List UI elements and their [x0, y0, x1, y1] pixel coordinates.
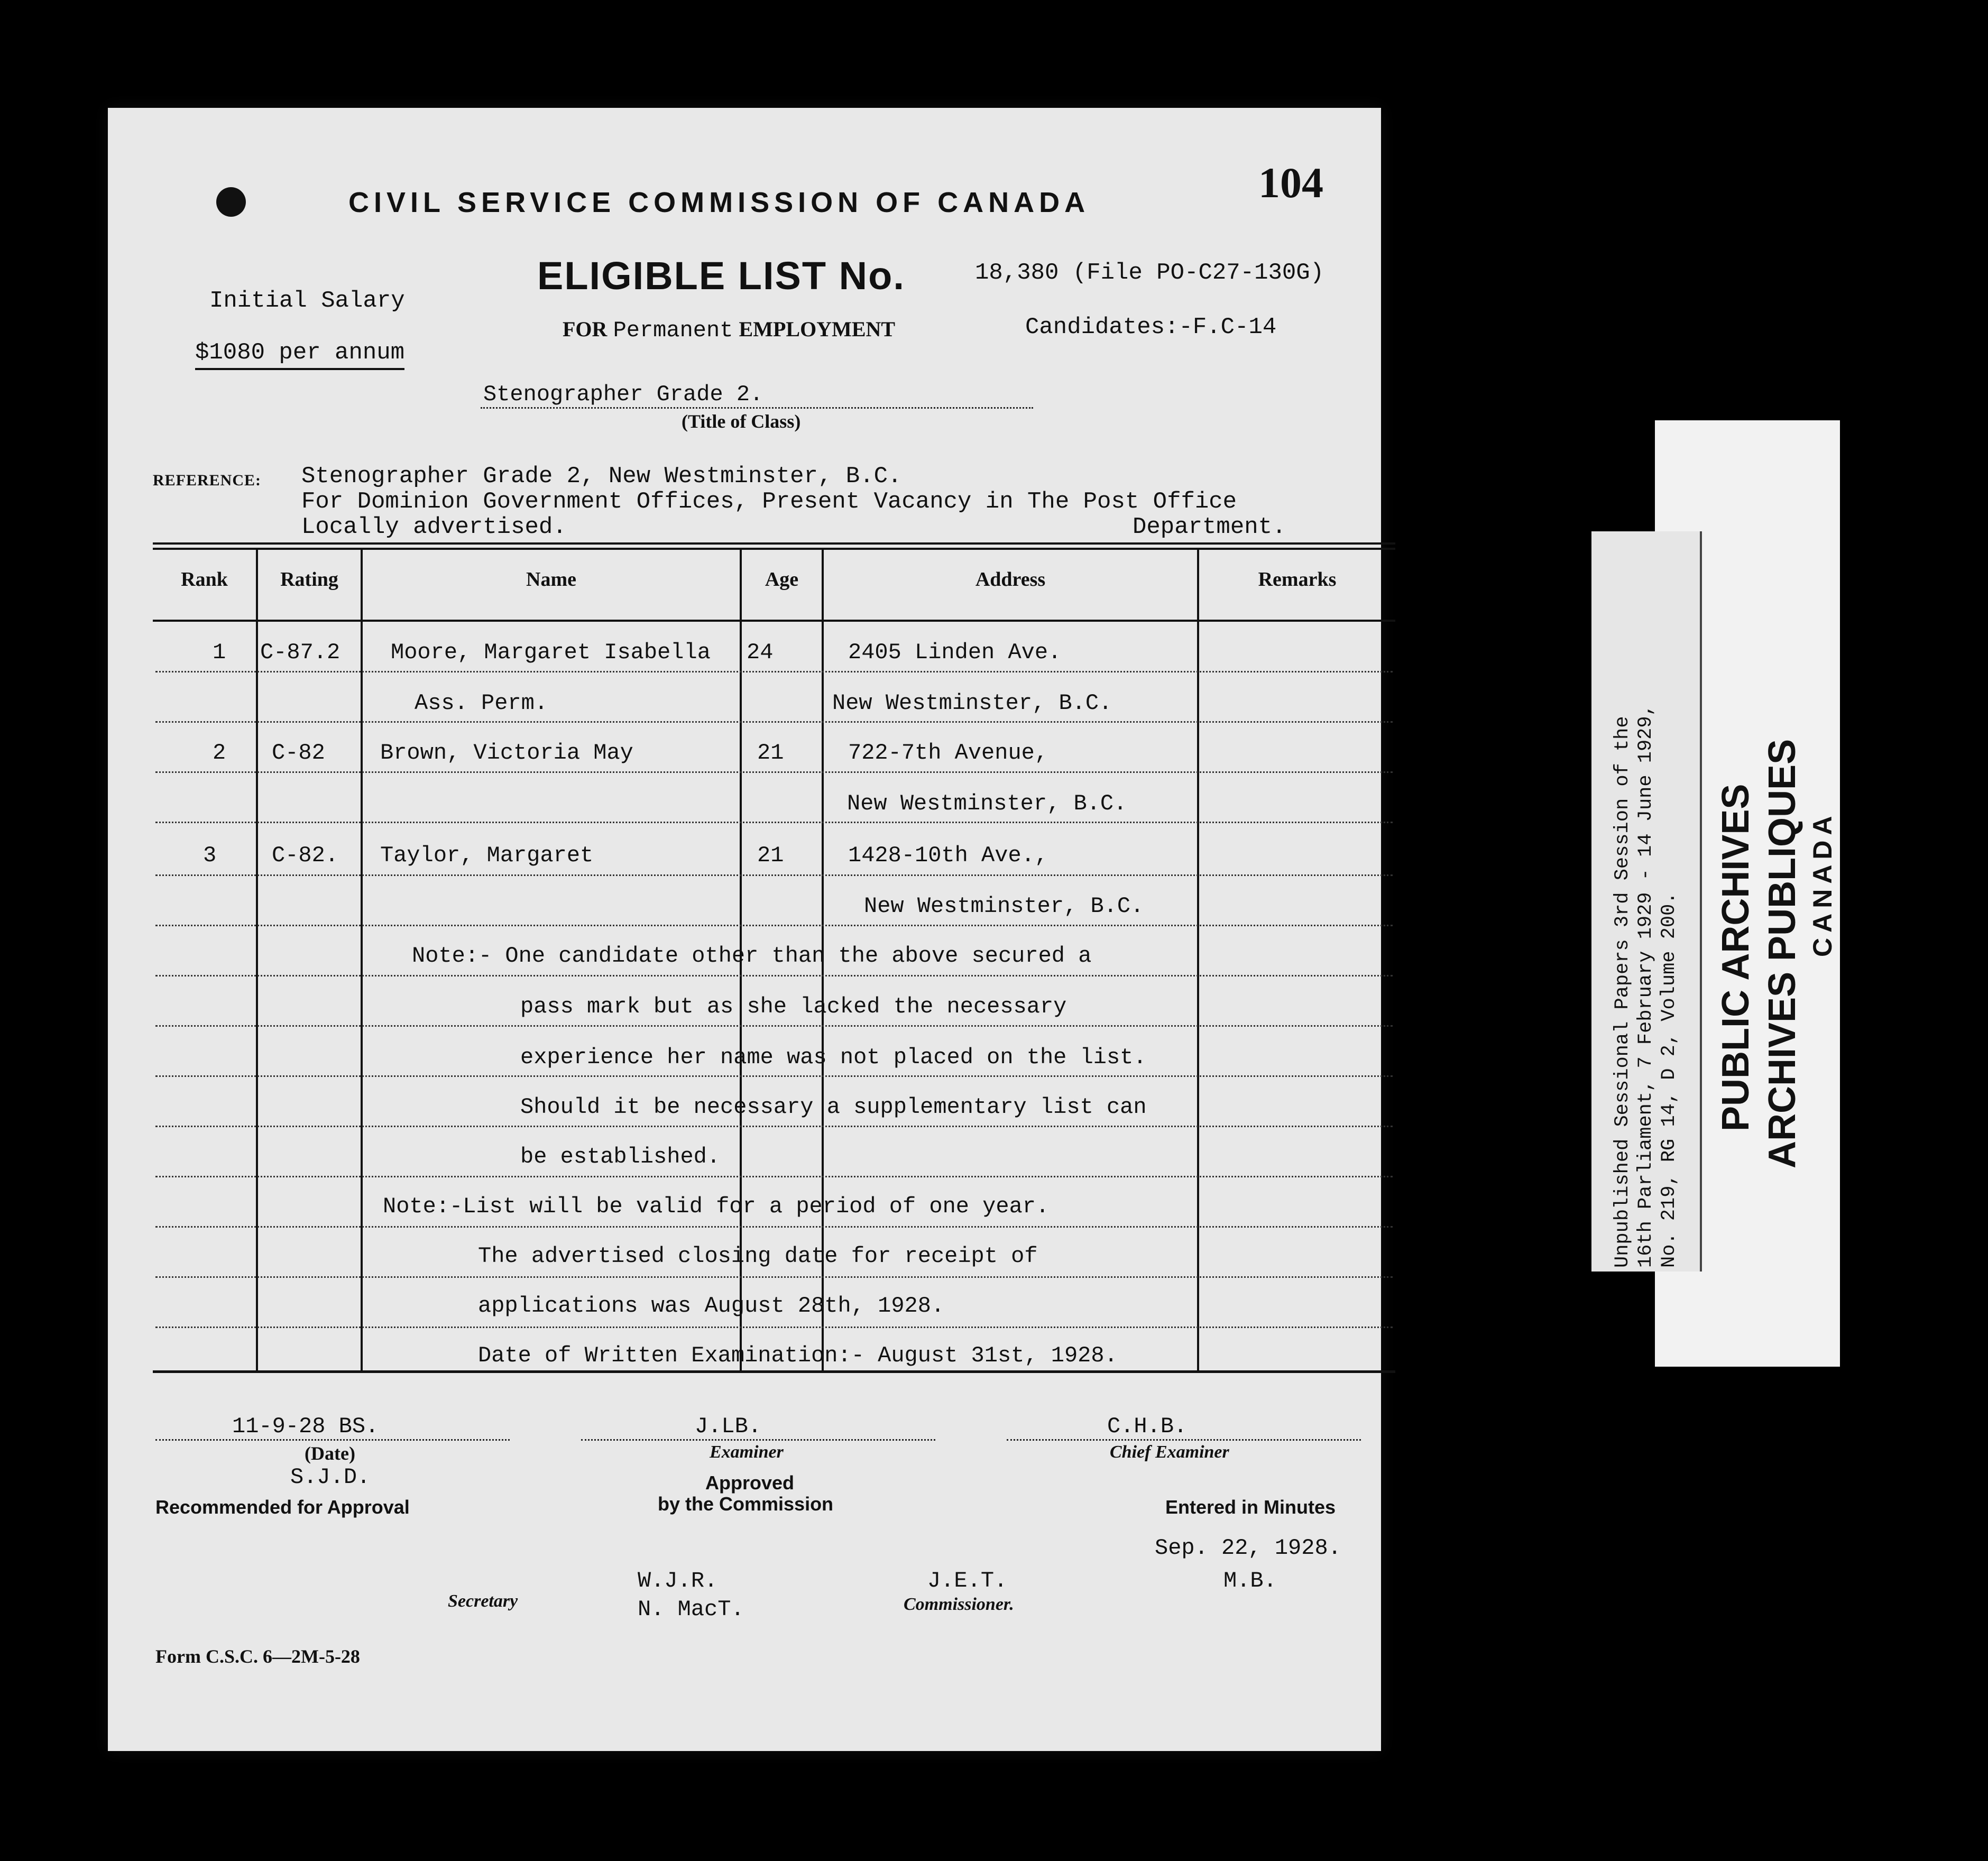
address-3-line-2: New Westminster, B.C. [864, 893, 1144, 919]
age-2: 21 [757, 740, 784, 766]
for-label: FOR [563, 317, 608, 341]
column-header-rating: Rating [280, 568, 338, 591]
column-header-rank: Rank [181, 568, 228, 591]
age-1: 24 [747, 640, 774, 665]
row-guide [155, 925, 1393, 926]
employment-type: Permanent [613, 318, 733, 343]
employment-label: EMPLOYMENT [739, 317, 896, 341]
class-title: Stenographer Grade 2. [483, 382, 763, 407]
punch-hole-dot [216, 187, 246, 217]
note-line: applications was August 28th, 1928. [478, 1293, 945, 1319]
column-divider-2 [361, 550, 363, 1370]
commissioner-signature: J.E.T. [927, 1568, 1008, 1593]
table-header-rule [153, 620, 1395, 622]
archive-label-line-2: 16th Parliament, 7 February 1929 - 14 June 1929, [1635, 704, 1657, 1268]
entered-date: Sep. 22, 1928. [1155, 1535, 1341, 1561]
class-title-dotted-line [481, 407, 1033, 409]
by-commission-label: by the Commission [658, 1493, 834, 1515]
row-guide [155, 1025, 1393, 1027]
commissioner-label: Commissioner. [904, 1595, 1014, 1614]
rating-2: C-82 [272, 740, 325, 766]
reference-department: Department. [1133, 514, 1286, 540]
note-line: The advertised closing date for receipt of [478, 1243, 1038, 1269]
reference-label: REFERENCE: [153, 472, 262, 489]
column-divider-5 [1197, 550, 1199, 1370]
address-3-line-1: 1428-10th Ave., [848, 843, 1048, 868]
reference-line-2: For Dominion Government Offices, Present Vacancy in The Post Office [301, 489, 1237, 515]
date-value: 11-9-28 BS. [232, 1414, 379, 1439]
employment-line [563, 317, 895, 343]
row-guide [155, 1276, 1393, 1278]
entered-minutes-label: Entered in Minutes [1165, 1496, 1336, 1518]
row-guide [155, 771, 1393, 773]
row-guide [155, 721, 1393, 723]
date-dotted-line [155, 1439, 510, 1441]
initial-salary-label: Initial Salary [209, 288, 405, 314]
row-guide [155, 874, 1393, 876]
rank-3: 3 [203, 843, 217, 868]
chief-examiner-label: Chief Examiner [1110, 1442, 1229, 1462]
row-guide [155, 1126, 1393, 1127]
rating-1: C-87.2 [260, 640, 340, 665]
archive-label-english: PUBLIC ARCHIVES [1715, 784, 1757, 1131]
row-guide [155, 1176, 1393, 1177]
row-guide [155, 822, 1393, 823]
archive-label-line-3: No. 219, RG 14, D 2, Volume 200. [1658, 892, 1680, 1268]
entered-initials: M.B. [1223, 1568, 1277, 1593]
chief-examiner-initials: C.H.B. [1107, 1414, 1188, 1439]
page-number: 104 [1258, 159, 1323, 207]
note-line: experience her name was not placed on the list. [520, 1045, 1147, 1070]
name-2: Brown, Victoria May [380, 740, 633, 766]
note-line: Date of Written Examination:- August 31st, 1928. [478, 1343, 1118, 1368]
initial-salary-value: $1080 per annum [195, 339, 404, 370]
row-guide [155, 671, 1393, 672]
address-2-line-2: New Westminster, B.C. [847, 791, 1127, 816]
note-line: pass mark but as she lacked the necessary [520, 994, 1067, 1019]
row-guide [155, 975, 1393, 976]
reference-line-3: Locally advertised. [301, 514, 567, 540]
address-1-line-2: New Westminster, B.C. [832, 690, 1112, 716]
note-line: Note:-List will be valid for a period of one year. [383, 1194, 1050, 1219]
secretary-label: Secretary [448, 1591, 518, 1611]
form-number: Form C.S.C. 6—2M-5-28 [155, 1646, 360, 1667]
rating-3: C-82. [272, 843, 339, 868]
recommended-label: Recommended for Approval [155, 1496, 410, 1518]
note-line: be established. [520, 1144, 721, 1169]
approved-label: Approved [705, 1472, 795, 1494]
reference-line-1: Stenographer Grade 2, New Westminster, B.C. [301, 463, 902, 490]
row-guide [155, 1326, 1393, 1328]
date-label: (Date) [305, 1443, 355, 1464]
note-line: Note:- One candidate other than the above secured a [412, 943, 1092, 969]
row-guide [155, 1226, 1393, 1228]
archive-label-country: CANADA [1808, 810, 1837, 957]
archive-label-french: ARCHIVES PUBLIQUES [1761, 739, 1803, 1168]
column-header-age: Age [765, 568, 799, 591]
rank-2: 2 [213, 740, 226, 766]
name-1: Moore, Margaret Isabella [391, 640, 711, 665]
address-2-line-1: 722-7th Avenue, [848, 740, 1048, 766]
eligible-list-number: 18,380 (File PO-C27-130G) [975, 260, 1324, 286]
column-header-name: Name [526, 568, 576, 591]
secretary-signature-1: W.J.R. [638, 1568, 718, 1593]
eligible-list-title: ELIGIBLE LIST No. [537, 254, 905, 298]
examiner-dotted-line [581, 1439, 935, 1441]
note-line: Should it be necessary a supplementary list can [520, 1094, 1147, 1120]
table-bottom-rule [153, 1370, 1395, 1373]
organization-heading: CIVIL SERVICE COMMISSION OF CANADA [348, 187, 1090, 218]
archive-label-line-1: Unpublished Sessional Papers 3rd Session of the [1612, 716, 1634, 1268]
table-top-rule [153, 542, 1395, 545]
column-header-address: Address [975, 568, 1046, 591]
document-page [108, 108, 1381, 1751]
chief-examiner-dotted-line [1007, 1439, 1361, 1441]
examiner-initials: J.LB. [695, 1414, 762, 1439]
row-guide [155, 1075, 1393, 1077]
age-3: 21 [757, 843, 784, 868]
candidates-code: Candidates:-F.C-14 [1025, 314, 1277, 340]
secretary-signature-2: N. MacT. [638, 1597, 744, 1622]
rank-1: 1 [213, 640, 226, 665]
class-title-caption: (Title of Class) [682, 411, 801, 432]
column-header-remarks: Remarks [1258, 568, 1337, 591]
examiner-label: Examiner [710, 1442, 784, 1462]
name-3: Taylor, Margaret [380, 843, 594, 868]
table-top-rule-2 [153, 548, 1395, 550]
remark-1: Ass. Perm. [415, 690, 548, 716]
column-divider-1 [256, 550, 258, 1370]
recommender-initials: S.J.D. [290, 1464, 371, 1490]
address-1-line-1: 2405 Linden Ave. [848, 640, 1062, 665]
